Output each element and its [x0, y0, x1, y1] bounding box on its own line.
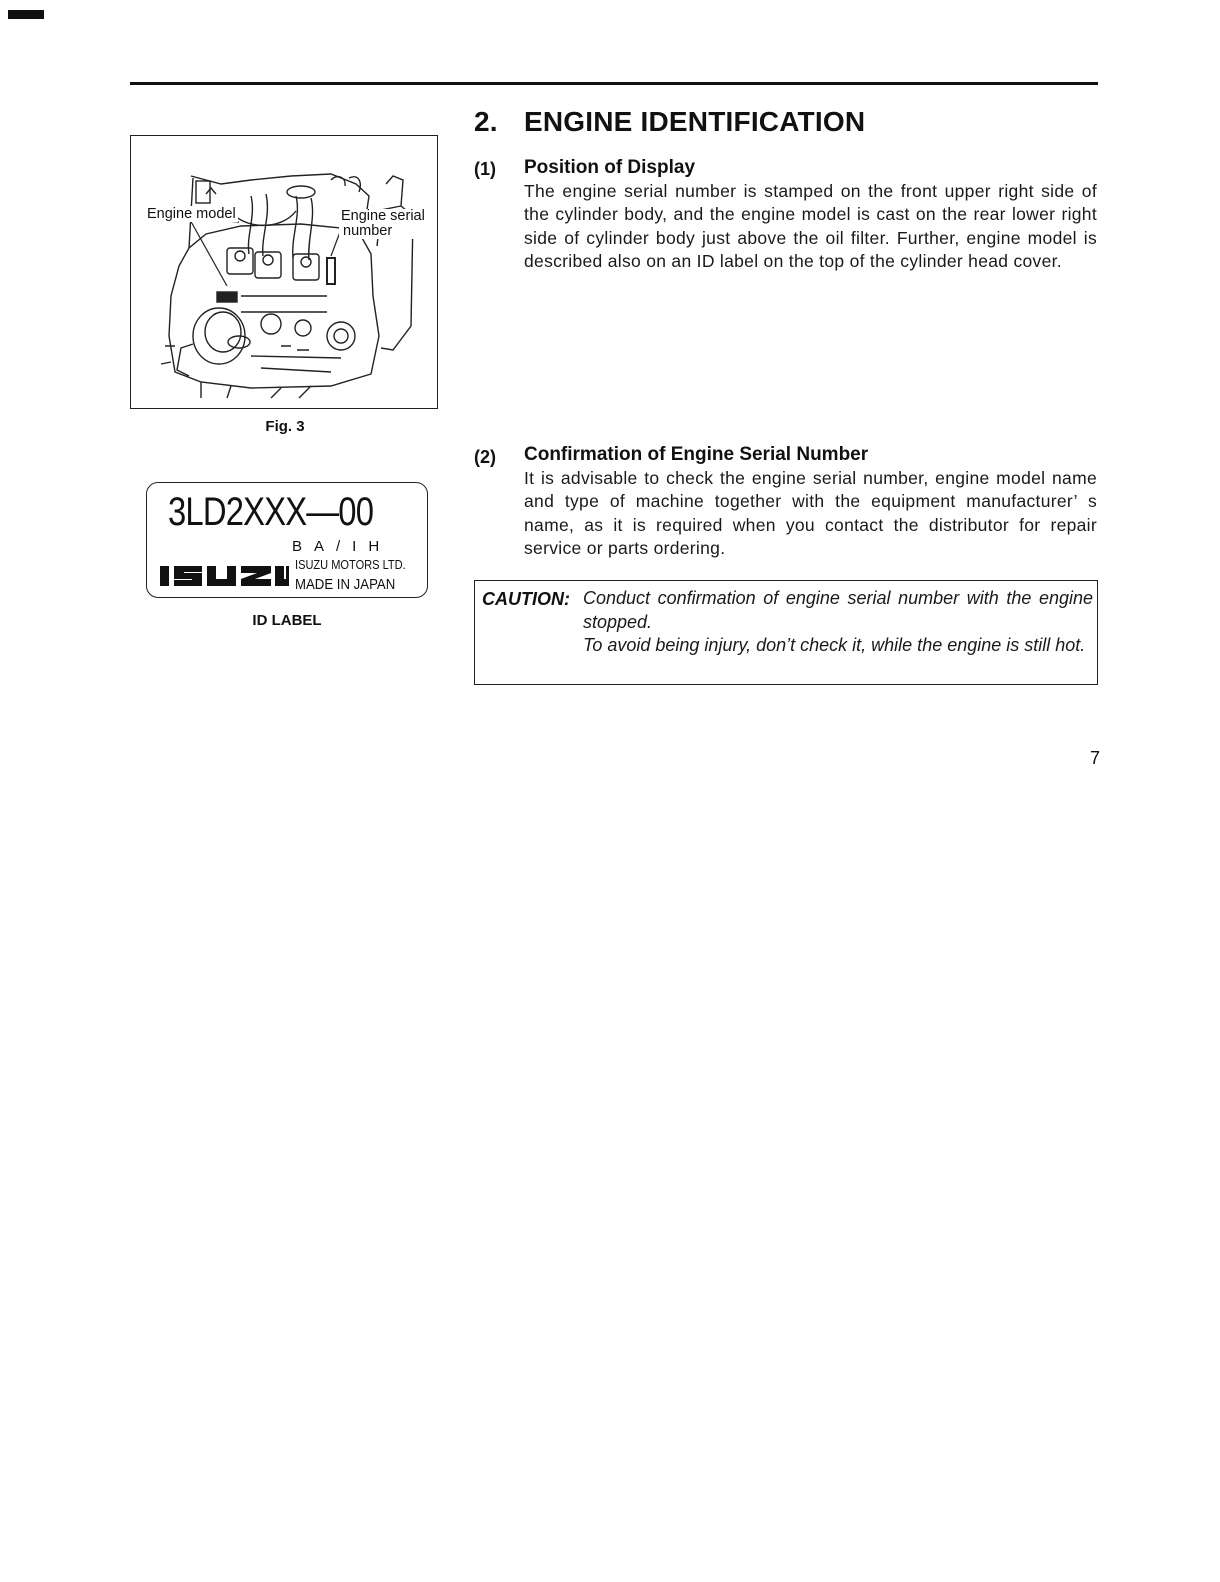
subsection-2-body: It is advisable to check the engine serial number, engine model name and type of machine together with the equipment manufacturer’ s name, as it is required when you contact the distributor for repair service or parts ordering. [524, 468, 1097, 559]
subsection-2-number: (2) [474, 447, 496, 467]
engine-illustration [131, 136, 436, 407]
callout-engine-model: Engine model [147, 206, 236, 222]
caution-line-1: Conduct confirmation of engine serial number with the engine stopped. [583, 588, 1093, 632]
id-label-code: BA/IH [292, 538, 392, 555]
engine-figure [130, 135, 438, 409]
section-number: 2. [474, 106, 498, 137]
caution-label: CAUTION: [482, 589, 570, 609]
subsection-2-heading: Confirmation of Engine Serial Number [524, 444, 869, 465]
section-title [474, 106, 865, 138]
scan-corner-mark [8, 10, 44, 19]
header-rule [130, 82, 1098, 85]
id-label-model: 3LD2XXX—00 [168, 490, 374, 534]
figure-caption: Fig. 3 [265, 418, 305, 435]
id-label-origin: MADE IN JAPAN [295, 576, 396, 593]
isuzu-logo [158, 564, 290, 588]
subsection-1-number: (1) [474, 159, 496, 179]
callout-engine-serial-line1: Engine serial [341, 208, 425, 224]
callout-engine-serial [339, 209, 427, 239]
caution-line-2: To avoid being injury, don’t check it, while the engine is still hot. [583, 635, 1086, 655]
id-label-caption: ID LABEL [252, 612, 322, 629]
callout-engine-serial-line2: number [343, 223, 393, 239]
id-label-maker: ISUZU MOTORS LTD. [295, 557, 406, 572]
subsection-1-heading: Position of Display [524, 157, 696, 178]
caution-text [583, 587, 1093, 658]
page-number: 7 [1089, 748, 1100, 768]
section-title-text: ENGINE IDENTIFICATION [524, 106, 866, 137]
subsection-1-body: The engine serial number is stamped on the front upper right side of the cylinder body, and the engine model is cast on the rear lower right side of cylinder body just above the oil filter. Further, engine model is described also on an ID label on the top of the cylinder head cover. [524, 181, 1097, 272]
